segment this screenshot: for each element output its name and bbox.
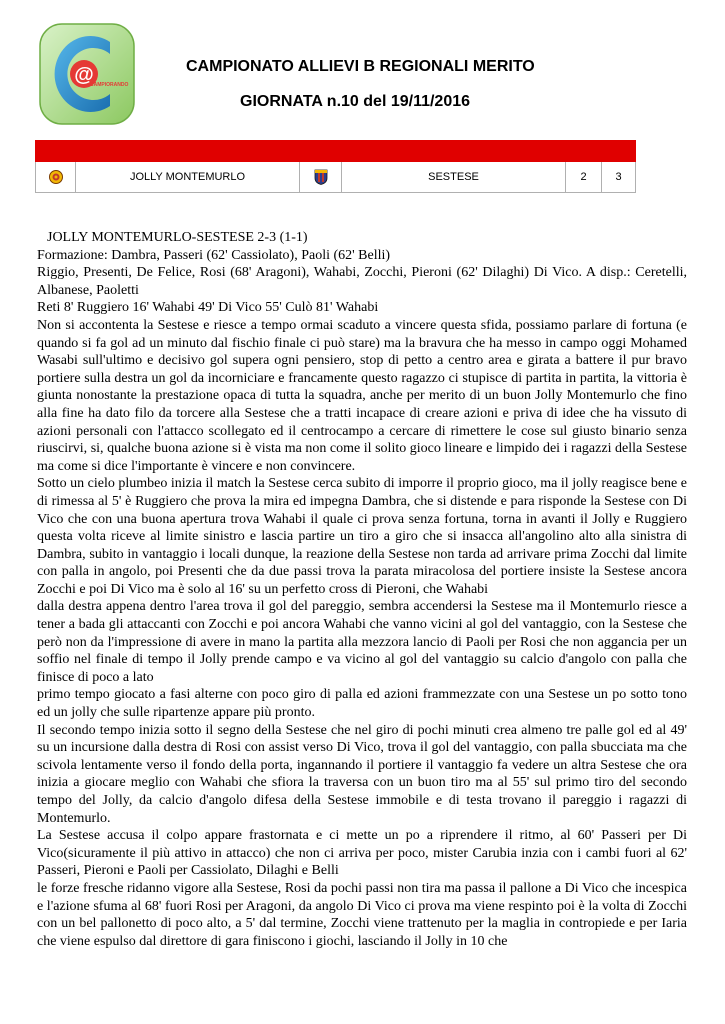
svg-text:@: @ — [74, 64, 94, 86]
report-paragraph: Riggio, Presenti, De Felice, Rosi (68' Aragoni), Wahabi, Zocchi, Pieroni (62' Dilaghi) Di Vico. A disp.: Ceretelli, Albanese, Paoletti — [37, 265, 687, 298]
results-table — [35, 140, 636, 193]
report-paragraph: dalla destra appena dentro l'area trova il gol del pareggio, sembra accendersi la Sestese ma il Montemurlo riesce a tener a bada gli attaccanti con Zocchi e poi ancora Wahabi che vanno vicini al gol del vantaggio, con la Sestese che però non da l'impressione di avere in mano la partita alla mezzora lancio di Paoli per Rosi che non aggancia per un soffio nel finale di tempo il Jolly prende campo e va vicino al gol del vantaggio su calcio d'angolo con palla che finisce di poco a lato — [37, 599, 687, 685]
away-team-name: SESTESE — [342, 162, 566, 193]
report-paragraph: Formazione: Dambra, Passeri (62' Cassiolato), Paoli (62' Belli) — [37, 247, 391, 263]
report-paragraph: Sotto un cielo plumbeo inizia il match la Sestese cerca subito di imporre il proprio gioco, ma il jolly reagisce bene e di rimessa al 5' è Ruggiero che prova la mira ed impegna Dambra, che si distende e para risponde la Sestese con Di Vico che con una buona apertura trova Wahabi il quale ci prova senza fortuna, torna in avanti il Jolly e Ruggiero questa volta riceve al limite sinistro e lascia partire un tiro a giro che si insacca all'angolino alto alla sinistra di Dambra, subito in vantaggio i locali dunque, la reazione della Sestese non tarda ad arrivare prima Zocchi dal limite con palla in angolo, poi Presenti che da due passi trova la parata miracolosa del portiere insiste la Sestese ancora Zocchi e poi Di Vico ma è solo al 16' su un perfetto cross di Pieroni, che Wahabi — [37, 476, 687, 597]
logo-text: CAMPIORANDO — [90, 82, 129, 88]
campiorando-logo — [38, 22, 136, 126]
page-subtitle: GIORNATA n.10 del 19/11/2016 — [240, 93, 471, 110]
home-score: 2 — [566, 162, 602, 193]
home-team-badge-cell — [36, 162, 76, 193]
sestese-badge-icon — [314, 169, 328, 185]
report-paragraph: Non si accontenta la Sestese e riesce a tempo ormai scaduto a vincere questa sfida, possiamo parlare di fortuna (e quando si fa gol ad un minuto dal fischio finale ci può stare) ma la bravura che ha messo in campo oggi Mohamed Wasabi sull'ultimo e decisivo gol supera ogni pensiero, stop di petto a centro area e girata a battere il pur bravo portiere sulla destra un gol da incorniciare e francamente questo ragazzo ci stupisce di partita in partita, la vittoria è giunta nonostante la prestazione opaca di tutta la squadra, anche per merito di un buon Jolly Montemurlo che fino alla fine ha dato filo da torcere alla Sestese che a tratti incapace di creare azioni e priva di idee che ha vissuto di azioni personali con l'attacco scollegato ed il centrocampo a cercare di rimettere le cose sul giusto binario senza riuscirvi, si, qualche buona azione si è vista ma non come il solito gioco lineare e limpido dei i ragazzi della Sestese ma come si dice l'importante è vincere e non convincere. — [37, 317, 687, 474]
table-header-row — [36, 141, 636, 162]
jolly-montemurlo-badge-icon — [49, 170, 63, 184]
match-report — [37, 229, 687, 950]
table-row — [36, 162, 636, 193]
page-title: CAMPIONATO ALLIEVI B REGIONALI MERITO — [186, 58, 535, 75]
report-paragraph: primo tempo giocato a fasi alterne con poco giro di palla ed azioni frammezzate con una Sestese un po sotto tono ed un jolly che sulle ripartenze appare più pronto. — [37, 687, 687, 721]
away-score: 3 — [602, 162, 636, 193]
report-paragraph: La Sestese accusa il colpo appare frastornata e ci mette un po a riprendere il ritmo, al 60' Passeri per Di Vico(sicuramente il più attivo in attacco) che non ci arriva per poco, mister Carubia inzia con i cambi fuori al 62' Passeri, Pieroni e Paoli per Cassiolato, Dilaghi e Belli — [37, 828, 687, 879]
home-team-name: JOLLY MONTEMURLO — [76, 162, 300, 193]
report-paragraph: Il secondo tempo inizia sotto il segno della Sestese che nel giro di pochi minuti crea almeno tre palle gol ed al 49' su un incursione dalla destra di Rosi con assist verso Di Vico, trova il gol del vantaggio, con palla sbucciata ma che scivola lentamente verso il fondo della porta, ingannando il portiere il vantaggio fa vedere un altra Sestese che ora inizia a giocare meglio con Wahabi che sfiora la traversa con un buon tiro ma al 55' sul primo tiro del secondo tempo del Jolly, da calcio d'angolo difesa della Sestese immobile e di testa trovano il pareggio i ragazzi di Montemurlo. — [37, 722, 687, 826]
report-paragraph: Reti 8' Ruggiero 16' Wahabi 49' Di Vico 55' Culò 81' Wahabi — [37, 300, 379, 316]
report-heading: JOLLY MONTEMURLO-SESTESE 2-3 (1-1) — [47, 230, 308, 245]
away-team-badge-cell — [300, 162, 342, 193]
report-paragraph: le forze fresche ridanno vigore alla Sestese, Rosi da pochi passi non tira ma passa il pallone a Di Vico che incespica e l'azione sfuma al 68' fuori Rosi per Aragoni, da angolo Di Vico ci prova ma viene respinto poi è la volta di Zocchi con un bel pallonetto di poco alto, a 5' dal termine, Zocchi viene trattenuto per la maglia in contropiede e per Iaria che viene espulso dal direttore di gara finiscono i giochi, lasciando il Jolly in 10 che — [37, 880, 687, 949]
